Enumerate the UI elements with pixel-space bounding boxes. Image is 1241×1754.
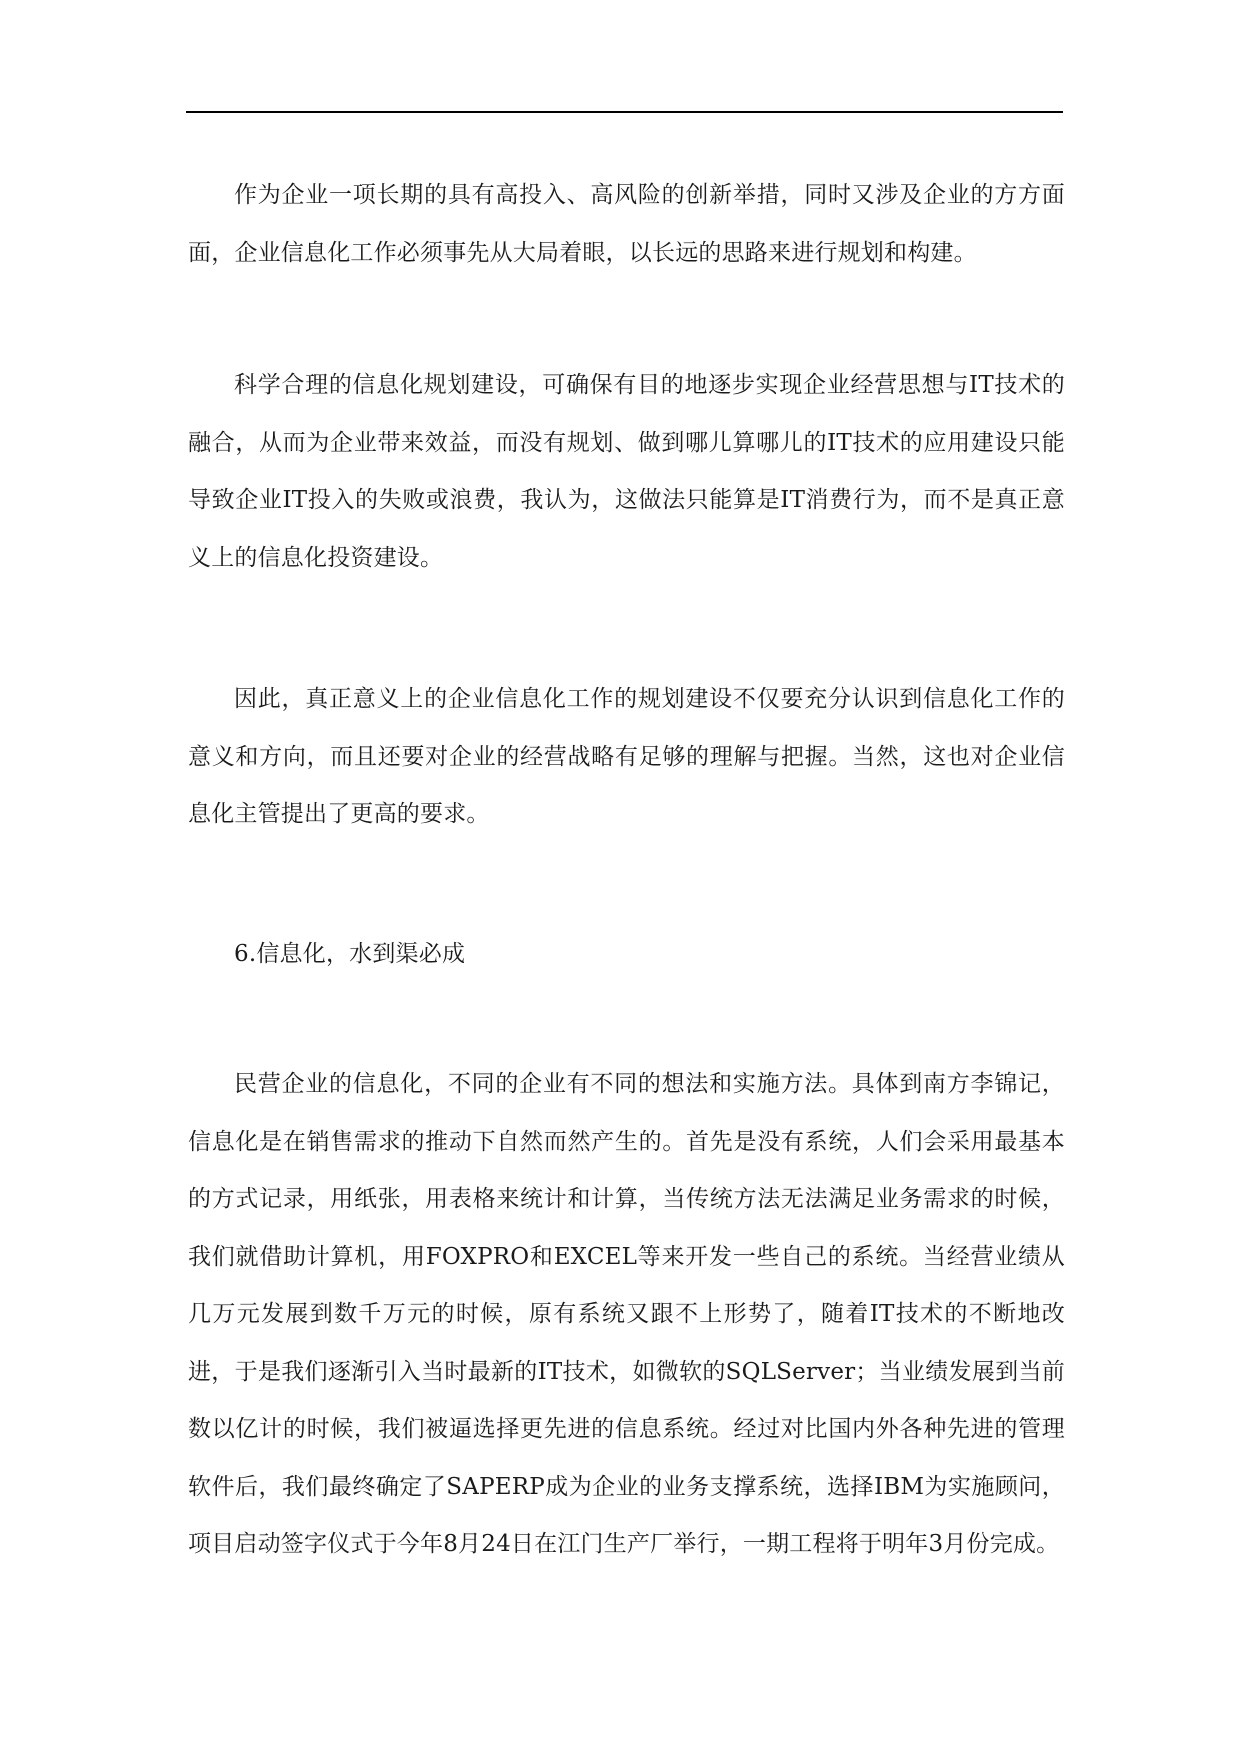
header-rule — [186, 111, 1063, 113]
section-heading: 6.信息化，水到渠必成 — [234, 940, 466, 967]
paragraph-planning-overview: 作为企业一项长期的具有高投入、高风险的创新举措，同时又涉及企业的方方面面，企业信息化工作必须事先从大局着眼，以长远的思路来进行规划和构建。 — [188, 182, 1065, 266]
document-body — [188, 167, 1065, 1574]
paragraph-true-meaning: 因此，真正意义上的企业信息化工作的规划建设不仅要充分认识到信息化工作的意义和方向，而且还要对企业的经营战略有足够的理解与把握。当然，这也对企业信息化主管提出了更高的要求。 — [188, 686, 1065, 827]
paragraph-private-enterprise: 民营企业的信息化，不同的企业有不同的想法和实施方法。具体到南方李锦记，信息化是在销售需求的推动下自然而然产生的。首先是没有系统，人们会采用最基本的方式记录，用纸张，用表格来统计和计算，当传统方法无法满足业务需求的时候，我们就借助计算机，用FOXPRO和EXCEL等来开发一些自己的系统。当经营业绩从几万元发展到数千万元的时候，原有系统又跟不上形势了，随着IT技术的不断地改进，于是我们逐渐引入当时最新的IT技术，如微软的SQLServer；当业绩发展到当前数以亿计的时候，我们被逼选择更先进的信息系统。经过对比国内外各种先进的管理软件后，我们最终确定了SAPERP成为企业的业务支撑系统，选择IBM为实施顾问，项目启动签字仪式于今年8月24日在江门生产厂举行，一期工程将于明年3月份完成。 — [188, 1071, 1065, 1557]
paragraph-scientific-planning: 科学合理的信息化规划建设，可确保有目的地逐步实现企业经营思想与IT技术的融合，从而为企业带来效益，而没有规划、做到哪儿算哪儿的IT技术的应用建设只能导致企业IT投入的失败或浪费，我认为，这做法只能算是IT消费行为，而不是真正意义上的信息化投资建设。 — [188, 372, 1065, 571]
